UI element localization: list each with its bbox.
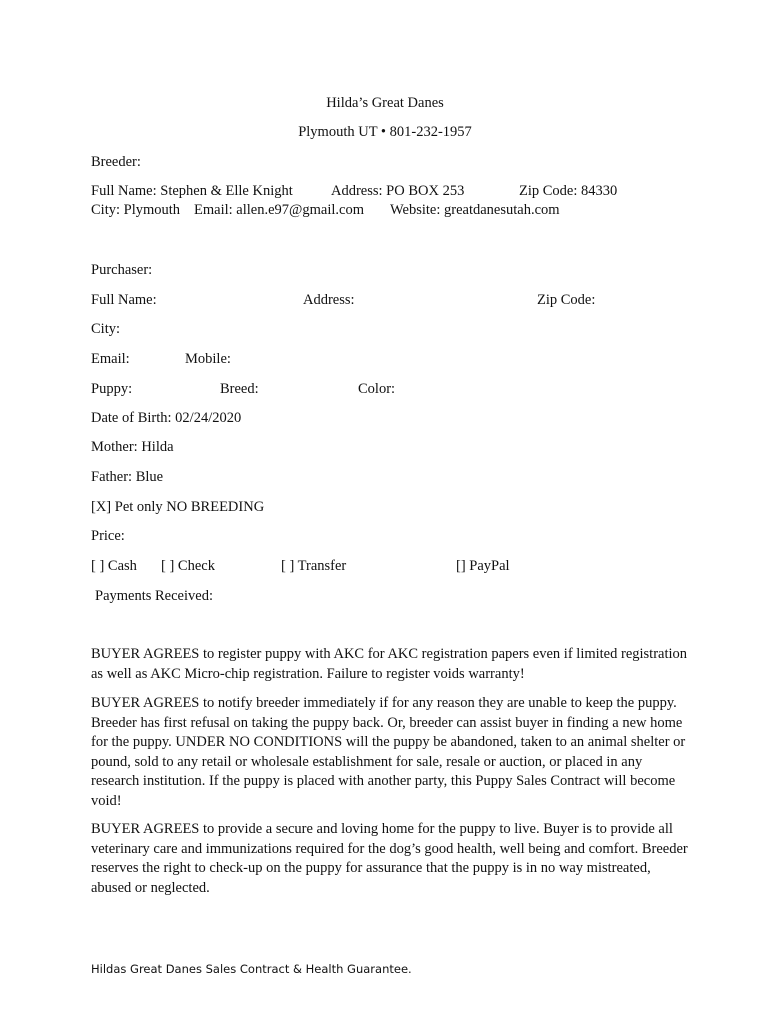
purchaser-zip: Zip Code: — [537, 292, 596, 308]
puppy-label: Puppy: — [91, 381, 133, 397]
breed-label: Breed: — [220, 381, 259, 397]
pet-only-checkbox: [X] Pet only NO BREEDING — [91, 499, 265, 515]
price-label: Price: — [91, 528, 125, 544]
mother: Mother: Hilda — [91, 439, 174, 455]
father: Father: Blue — [91, 469, 164, 485]
location-phone: Plymouth UT • 801-232-1957 — [298, 124, 472, 140]
breeder-zip: Zip Code: 84330 — [519, 183, 618, 199]
breeder-address: Address: PO BOX 253 — [331, 183, 465, 199]
purchaser-full-name: Full Name: — [91, 292, 157, 308]
purchaser-city: City: — [91, 321, 121, 337]
purchaser-address: Address: — [303, 292, 355, 308]
business-name: Hilda’s Great Danes — [326, 95, 444, 111]
color-label: Color: — [358, 381, 396, 397]
terms-notify-breeder: BUYER AGREES to notify breeder immediately if for any reason they are unable to keep the puppy. Breeder has first refusal on taking the puppy back. Or, breeder can assist buyer in finding a new home for the puppy. UNDER NO CONDITIONS will the puppy be abandoned, taken to an animal shelter or pound, sold to any retail or wholesale establishment for sale, resale or auction, or placed in any research institution. If the puppy is placed with another party, this Puppy Sales Contract will become void! — [91, 695, 686, 809]
breeder-email: Email: allen.e97@gmail.com — [194, 202, 364, 218]
purchaser-mobile: Mobile: — [185, 351, 231, 367]
terms-akc-registration: BUYER AGREES to register puppy with AKC for AKC registration papers even if limited registration as well as AKC Micro-chip registration. Failure to register voids warranty! — [91, 646, 688, 682]
date-of-birth: Date of Birth: 02/24/2020 — [91, 410, 242, 426]
purchaser-heading: Purchaser: — [91, 262, 153, 278]
breeder-heading: Breeder: — [91, 154, 141, 170]
check-checkbox: [ ] Check — [161, 558, 215, 574]
purchaser-email: Email: — [91, 351, 130, 367]
terms-secure-home: BUYER AGREES to provide a secure and loving home for the puppy to live. Buyer is to provide all veterinary care and immunizations required for the dog’s good health, well being and comfort. Breeder reserves the right to check-up on the puppy for assurance that the puppy is in no way mistreated, abused or neglected. — [91, 821, 688, 896]
footer-text: Hildas Great Danes Sales Contract & Health Guarantee. — [91, 962, 412, 976]
breeder-full-name: Full Name: Stephen & Elle Knight — [91, 183, 293, 199]
paypal-checkbox: [] PayPal — [456, 558, 510, 574]
transfer-checkbox: [ ] Transfer — [281, 558, 347, 574]
cash-checkbox: [ ] Cash — [91, 558, 137, 574]
payments-received: Payments Received: — [95, 588, 213, 604]
breeder-website: Website: greatdanesutah.com — [390, 202, 560, 218]
breeder-city: City: Plymouth — [91, 202, 181, 218]
